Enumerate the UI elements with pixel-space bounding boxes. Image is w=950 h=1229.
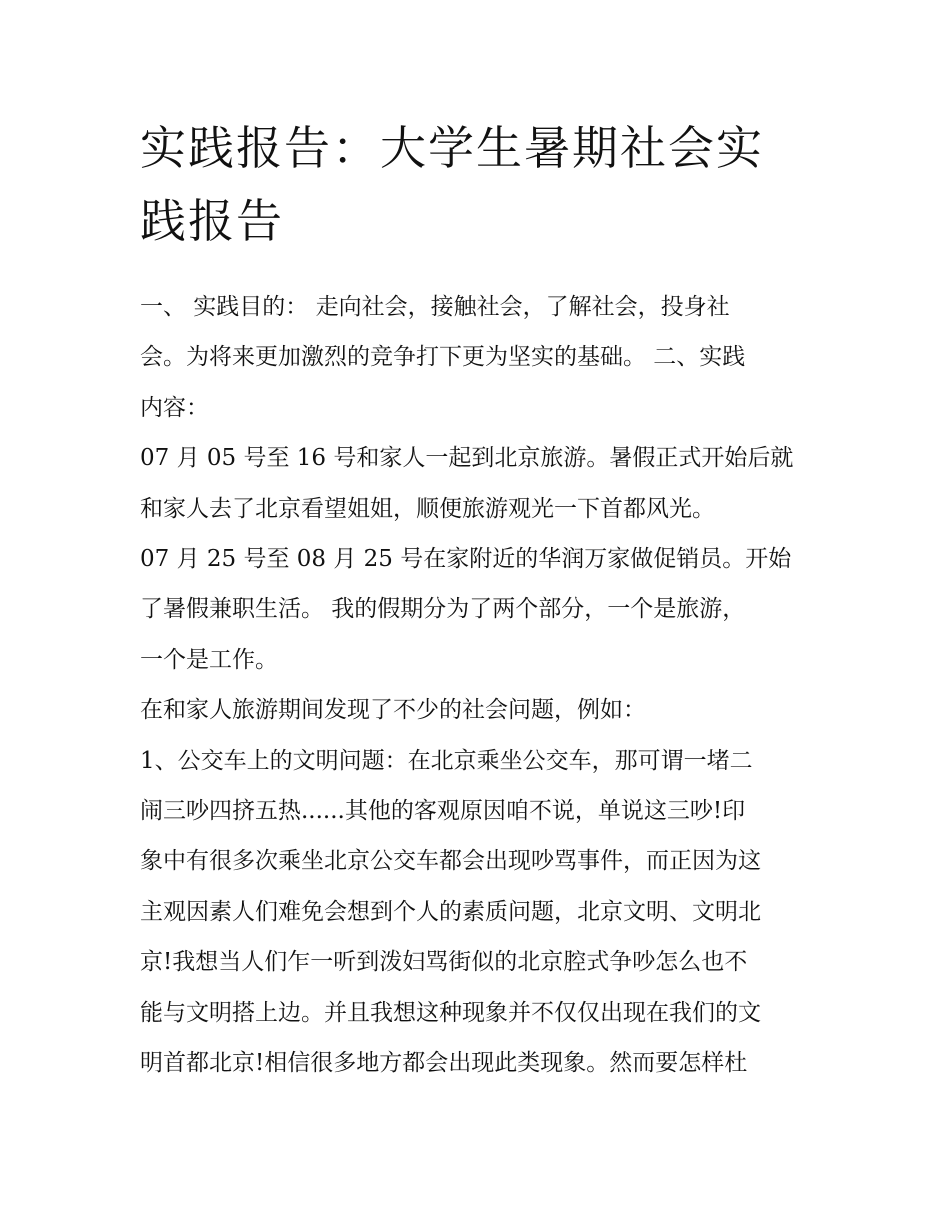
body-line: 了暑假兼职生活。 我的假期分为了两个部分，一个是旅游， bbox=[140, 596, 746, 623]
body-line: 在和家人旅游期间发现了不少的社会问题，例如： bbox=[140, 697, 646, 724]
document-body bbox=[140, 282, 812, 1089]
body-line: 能与文明搭上边。并且我想这种现象并不仅仅出现在我们的文 bbox=[140, 999, 761, 1026]
body-line: 07 月 25 号至 08 月 25 号在家附近的华润万家做促销员。开始 bbox=[140, 546, 792, 573]
body-line: 07 月 05 号至 16 号和家人一起到北京旅游。暑假正式开始后就 bbox=[140, 445, 794, 472]
body-line: 和家人去了北京看望姐姐，顺便旅游观光一下首都风光。 bbox=[140, 495, 715, 522]
body-line: 会。为将来更加激烈的竞争打下更为坚实的基础。 二、实践 bbox=[140, 344, 746, 371]
title-line: 践报告 bbox=[140, 194, 284, 248]
body-line: 内容： bbox=[140, 394, 209, 421]
body-line: 1、公交车上的文明问题：在北京乘坐公交车，那可谓一堵二 bbox=[140, 747, 753, 774]
document-title bbox=[140, 112, 812, 258]
body-line: 京!我想当人们乍一听到泼妇骂街似的北京腔式争吵怎么也不 bbox=[140, 949, 748, 976]
body-line: 明首都北京!相信很多地方都会出现此类现象。然而要怎样杜 bbox=[140, 1050, 748, 1077]
body-line: 一、 实践目的： 走向社会，接触社会，了解社会，投身社 bbox=[140, 294, 730, 320]
body-line: 一个是工作。 bbox=[140, 646, 278, 673]
body-line: 象中有很多次乘坐北京公交车都会出现吵骂事件，而正因为这 bbox=[140, 848, 761, 875]
body-line: 主观因素人们难免会想到个人的素质问题，北京文明、文明北 bbox=[140, 898, 761, 925]
document-page bbox=[140, 112, 812, 1089]
title-line: 实践报告：大学生暑期社会实 bbox=[140, 121, 764, 175]
body-line: 闹三吵四挤五热......其他的客观原因咱不说，单说这三吵!印 bbox=[140, 798, 746, 825]
